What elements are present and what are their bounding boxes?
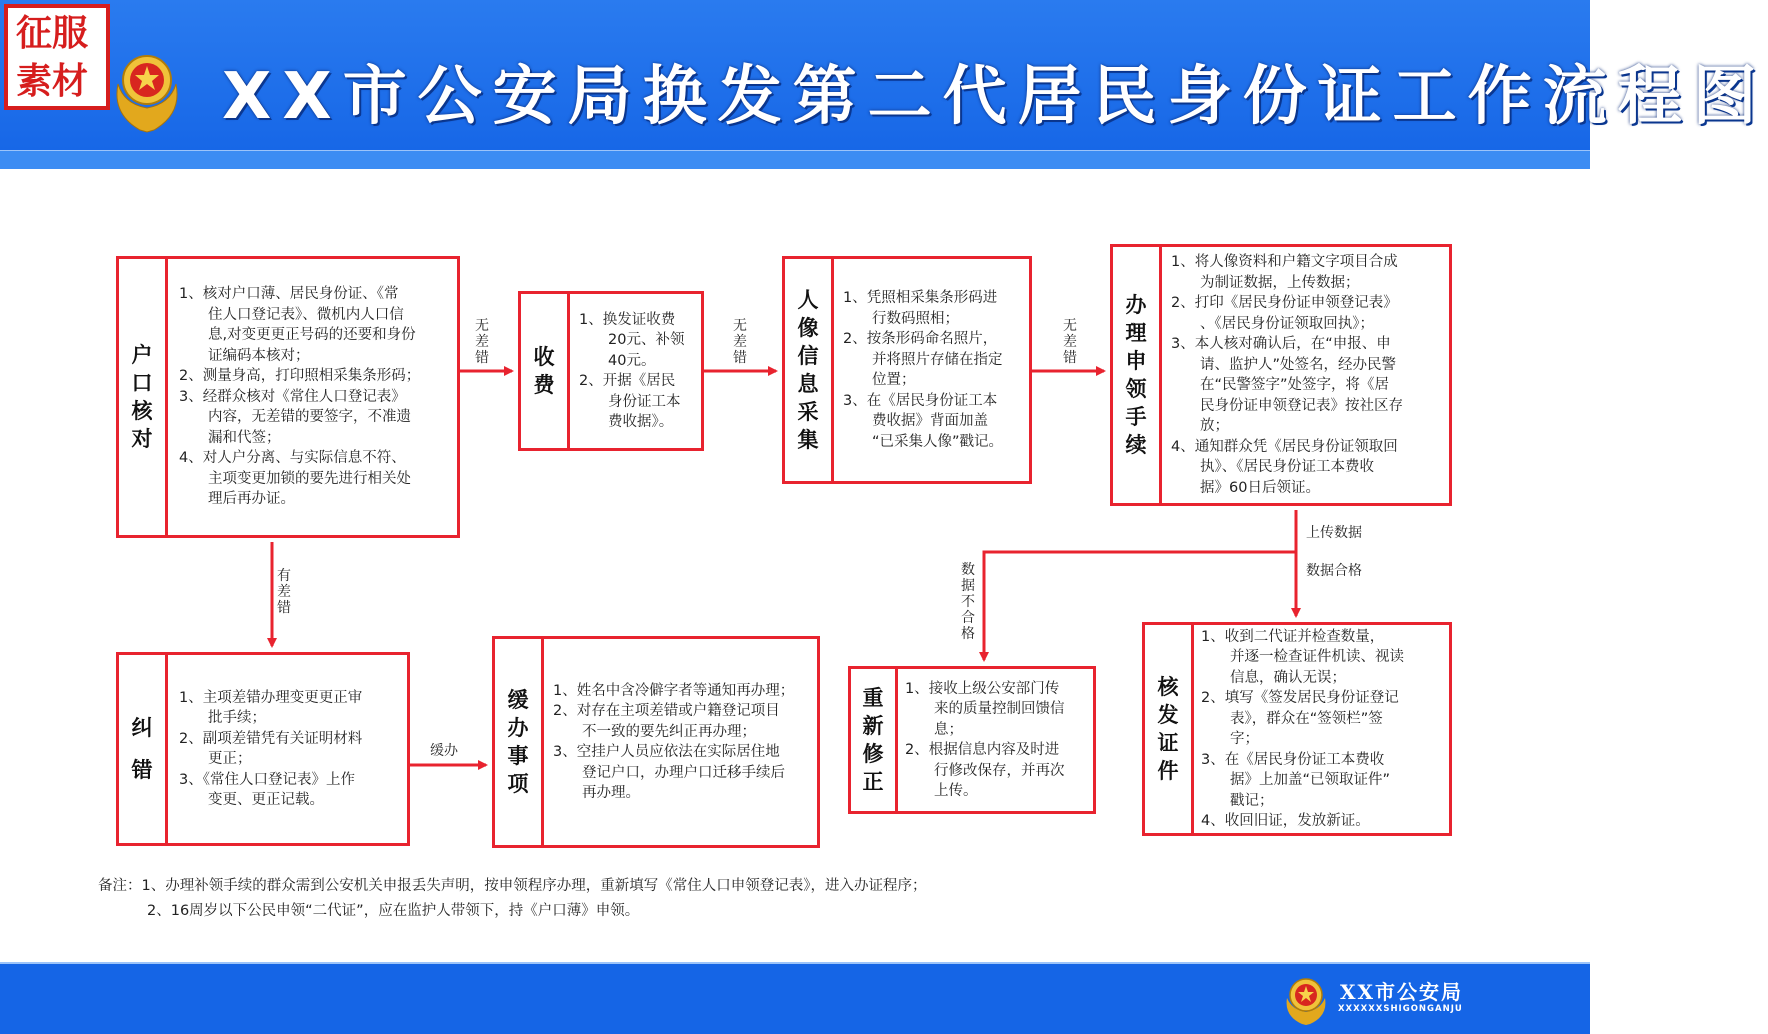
box-correct: [116, 652, 410, 846]
box-deferred: [492, 636, 820, 848]
text-line: 3、本人核对确认后，在“申报、申: [1171, 336, 1391, 352]
box-apply-label: 办理申领手续: [1113, 247, 1162, 503]
box-correct-label: 纠错: [119, 655, 168, 843]
box-issue: [1142, 622, 1452, 836]
text-line: 4、对人户分离、与实际信息不符、: [179, 450, 406, 467]
text-line: 在“民警签字”处签字，将《居: [1171, 377, 1390, 393]
text-line: 批手续；: [179, 710, 266, 726]
stamp-text-bottom: 素材: [16, 61, 89, 102]
text-line: 执》、《居民身份证工本费收: [1171, 459, 1374, 475]
text-line: 1、姓名中含冷僻字者等通知再办理；: [553, 682, 795, 699]
edge-label-upload: 上传数据: [1306, 525, 1362, 541]
text-line: 放；: [1171, 418, 1229, 434]
text-line: 费收据》。: [579, 414, 674, 430]
box-hukou-check: [116, 256, 460, 538]
text-line: 3、经群众核对《常住人口登记表》: [179, 388, 406, 405]
text-line: 1、收到二代证并检查数量，: [1201, 628, 1385, 645]
box-deferred-label: 缓办事项: [495, 639, 544, 845]
text-line: 戳记；: [1201, 792, 1274, 809]
text-line: 1、将人像资料和户籍文字项目合成: [1171, 254, 1398, 270]
box-apply: [1110, 244, 1452, 506]
box-hukou-check-label: 户口核对: [119, 259, 168, 535]
text-line: 1、换发证收费: [579, 311, 676, 328]
text-line: “已采集人像”戳记。: [843, 433, 1004, 450]
text-line: 据》60日后领证。: [1171, 479, 1320, 496]
text-line: 并将照片存储在指定: [843, 351, 1003, 368]
text-line: 位置；: [843, 372, 916, 388]
box-fee: [518, 291, 704, 451]
text-line: 3、在《居民身份证工本: [843, 392, 998, 409]
text-line: 漏和代签；: [179, 429, 281, 446]
text-line: 40元。: [579, 352, 656, 369]
text-line: 2、副项差错凭有关证明材料: [179, 730, 363, 747]
text-line: 息,对变更更正号码的还要和身份: [179, 327, 416, 344]
text-line: 、《居民身份证领取回执》；: [1171, 315, 1374, 332]
text-line: 行数码照相；: [843, 310, 959, 327]
text-line: 不一致的要先纠正再办理；: [553, 723, 756, 740]
text-line: 来的质量控制回馈信: [905, 701, 1065, 717]
text-line: 2、开据《居民: [579, 373, 676, 389]
text-line: 1、凭照相采集条形码进: [843, 290, 998, 306]
text-line: 登记户口，办理户口迁移手续后: [553, 764, 785, 781]
text-line: 2、按条形码命名照片，: [843, 331, 998, 347]
box-deferred-text: [553, 639, 813, 845]
box-fee-label: 收费: [521, 294, 570, 448]
text-line: 主项变更加锁的要先进行相关处: [179, 470, 411, 487]
edge-label-has-error: 有差错: [277, 568, 291, 616]
box-apply-text: [1171, 247, 1445, 503]
text-line: 上传。: [905, 783, 978, 799]
note-line-1: 备注：1、办理补领手续的群众需到公安机关申报丢失声明，按申领程序办理，重新填写《常住人口申领登记表》，进入办证程序；: [98, 878, 927, 894]
text-line: 据》上加盖“已领取证件”: [1201, 772, 1391, 788]
text-line: 息；: [905, 721, 963, 738]
text-line: 表》，群众在“签领栏”签: [1201, 710, 1383, 727]
text-line: 2、对存在主项差错或户籍登记项目: [553, 703, 780, 719]
box-revise-text: [905, 669, 1089, 811]
edge-label-no-error-3: 无差错: [1063, 318, 1077, 366]
text-line: 1、核对户口薄、居民身份证、《常: [179, 286, 399, 303]
box-issue-label: 核发证件: [1145, 625, 1194, 833]
text-line: 4、收回旧证，发放新证。: [1201, 813, 1370, 829]
box-correct-text: [179, 655, 403, 843]
text-line: 信息，确认无误；: [1201, 669, 1346, 686]
text-line: 行修改保存，并再次: [905, 762, 1065, 779]
stamp-text-top: 征服: [16, 13, 89, 54]
box-photo-capture-text: [843, 259, 1025, 481]
text-line: 内容，无差错的要签字，不准遗: [179, 409, 411, 426]
edge-label-no-error-2: 无差错: [733, 318, 747, 366]
edge-label-defer: 缓办: [430, 743, 458, 759]
page-title: XX市公安局换发第二代居民身份证工作流程图: [222, 60, 1768, 134]
box-photo-capture-label: 人像信息采集: [785, 259, 834, 481]
text-line: 再办理。: [553, 785, 640, 801]
text-line: 1、主项差错办理变更更正审: [179, 689, 363, 706]
text-line: 变更、更正记载。: [179, 792, 324, 808]
edge-label-data-ok: 数据合格: [1306, 563, 1362, 579]
text-line: 2、根据信息内容及时进: [905, 742, 1060, 758]
edge-label-no-error-1: 无差错: [475, 318, 489, 366]
text-line: 证编码本核对；: [179, 347, 310, 364]
text-line: 住人口登记表》、微机内人口信: [179, 306, 404, 323]
box-revise: [848, 666, 1096, 814]
footer-org-name: XX市公安局: [1340, 980, 1464, 1004]
text-line: 理后再办证。: [179, 491, 295, 508]
text-line: 3、在《居民身份证工本费收: [1201, 751, 1385, 768]
notes: [98, 874, 926, 924]
text-line: 身份证工本: [579, 393, 681, 410]
text-line: 20元、补领: [579, 332, 685, 348]
box-fee-text: [579, 294, 697, 448]
text-line: 4、通知群众凭《居民身份证领取回: [1171, 438, 1398, 455]
text-line: 为制证数据，上传数据；: [1171, 274, 1360, 291]
text-line: 请、监护人”处签名，经办民警: [1171, 356, 1397, 373]
box-issue-text: [1201, 625, 1445, 833]
text-line: 更正；: [179, 751, 252, 767]
text-line: 并逐一检查证件机读、视读: [1201, 649, 1404, 665]
text-line: 3、空挂户人员应依法在实际居住地: [553, 744, 780, 760]
text-line: 2、测量身高，打印照相采集条形码；: [179, 368, 421, 385]
box-revise-label: 重新修正: [851, 669, 898, 811]
text-line: 2、打印《居民身份证申领登记表》: [1171, 295, 1398, 311]
box-photo-capture: [782, 256, 1032, 484]
note-line-2: 2、16周岁以下公民申领“二代证”，应在监护人带领下，持《户口薄》申领。: [147, 903, 640, 919]
text-line: 民身份证申领登记表》按社区存: [1171, 397, 1403, 414]
footer-org-pinyin: XXXXXXSHIGONGANJU: [1338, 1004, 1463, 1014]
text-line: 费收据》背面加盖: [843, 413, 988, 429]
footer-banner: [0, 962, 1590, 1034]
text-line: 2、填写《签发居民身份证登记: [1201, 690, 1399, 706]
footer-emblem-icon: [1282, 972, 1330, 1026]
text-line: 字；: [1201, 731, 1259, 747]
text-line: 3、《常住人口登记表》上作: [179, 771, 355, 788]
edge-label-data-bad: 数据不合格: [961, 562, 975, 642]
text-line: 1、接收上级公安部门传: [905, 680, 1060, 697]
box-hukou-check-text: [179, 259, 451, 535]
